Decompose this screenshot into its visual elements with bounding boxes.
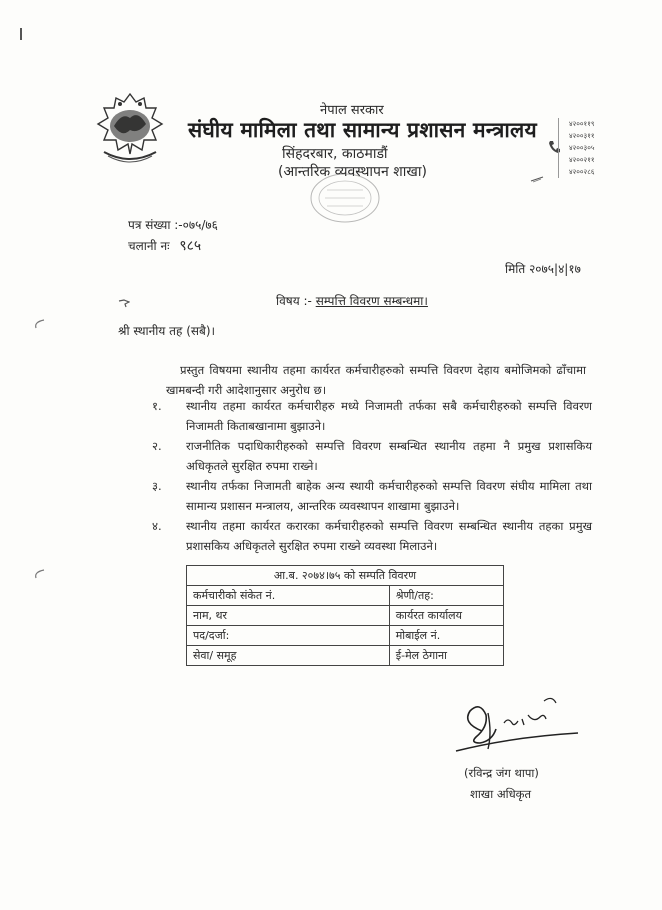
phone-number: ४२००३११	[569, 132, 595, 140]
intro-paragraph	[166, 360, 586, 400]
list-item-number: २.	[152, 439, 162, 453]
table-cell: ई-मेल ठेगाना	[389, 646, 503, 666]
branch-name: (आन्तरिक व्यवस्थापन शाखा)	[278, 164, 427, 180]
subject-label: विषय :-	[276, 294, 312, 308]
letter-number	[128, 216, 218, 233]
ministry-stamp	[305, 168, 385, 228]
signer-name: (रविन्द्र जंग थापा)	[464, 766, 539, 780]
government-name: नेपाल सरकार	[320, 103, 384, 118]
property-details-table	[186, 565, 504, 666]
list-item	[152, 516, 592, 556]
table-cell: मोबाईल नं.	[389, 626, 503, 646]
nepal-emblem-icon	[90, 90, 170, 166]
letter-number-value: ०७५/७६	[182, 218, 218, 232]
table-cell: कर्मचारीको संकेत नं.	[187, 586, 390, 606]
list-item-text: स्थानीय तहमा कार्यरत कर्मचारीहरु मध्ये निजामती तर्फका सबै कर्मचारीहरुको सम्पत्ति विवरण निजामती किताबखानामा बुझाउने।	[186, 399, 592, 433]
signer-title: शाखा अधिकृत	[470, 787, 532, 801]
table-row	[187, 586, 504, 606]
list-item	[152, 436, 592, 476]
list-item-number: १.	[152, 399, 162, 413]
punch-hole-mark	[32, 568, 46, 580]
date-label: मिति	[505, 262, 526, 276]
phone-numbers	[558, 118, 594, 178]
letter-number-label: पत्र संख्या :-	[128, 218, 183, 232]
subject-line	[276, 292, 428, 309]
subject-text: सम्पत्ति विवरण सम्बन्धमा।	[315, 294, 428, 308]
table-row	[187, 646, 504, 666]
phone-number: ४२००११९	[569, 120, 595, 128]
table-cell: श्रेणी/तह:	[389, 586, 503, 606]
date-value: २०७५|४|१७	[529, 262, 581, 276]
handwritten-signature	[452, 693, 582, 755]
table-row	[187, 626, 504, 646]
list-item-text: स्थानीय तहमा कार्यरत करारका कर्मचारीहरुको सम्पत्ति विवरण सम्बन्धित स्थानीय तहका प्रमुख प्रशासकिय अधिकृतले सुरक्षित रुपमा राख्ने व्यवस्था मिलाउने।	[186, 519, 592, 553]
list-item	[152, 396, 592, 436]
ministry-address: सिंहदरबार, काठमाडौं	[282, 146, 388, 162]
table-title: आ.ब. २०७४।७५ को सम्पति विवरण	[187, 566, 504, 586]
table-cell: सेवा/ समूह	[187, 646, 390, 666]
ink-smudge	[118, 298, 130, 308]
phone-number: ४२००३०५	[569, 144, 595, 152]
list-item	[152, 476, 592, 516]
table-cell: नाम, थर	[187, 606, 390, 626]
letter-date	[505, 260, 581, 277]
phone-number: ४२००२८६	[569, 168, 595, 176]
table-row	[187, 606, 504, 626]
punch-hole-mark	[32, 318, 46, 330]
list-item-number: ४.	[152, 519, 162, 533]
dispatch-number	[128, 236, 201, 255]
scan-edge-mark	[20, 28, 22, 40]
intro-text: प्रस्तुत विषयमा स्थानीय तहमा कार्यरत कर्मचारीहरुको सम्पत्ति विवरण देहाय बमोजिमको ढाँचामा खामबन्दी गरी आदेशानुसार अनुरोध छ।	[166, 363, 586, 397]
addressee: श्री स्थानीय तह (सबै)।	[118, 324, 216, 338]
ministry-name: संघीय मामिला तथा सामान्य प्रशासन मन्त्रालय	[188, 118, 537, 142]
table-title-row	[187, 566, 504, 586]
phone-number: ४२००२११	[569, 156, 595, 164]
fax-icon	[530, 175, 544, 183]
dispatch-number-value: ९८५	[179, 238, 202, 254]
list-item-text: राजनीतिक पदाधिकारीहरुको सम्पत्ति विवरण सम्बन्धित स्थानीय तहमा नै प्रमुख प्रशासकिय अधिकृतले सुरक्षित रुपमा राख्ने।	[186, 439, 592, 473]
list-item-number: ३.	[152, 479, 162, 493]
list-item-text: स्थानीय तर्फका निजामती बाहेक अन्य स्थायी कर्मचारीहरुको सम्पत्ति विवरण संघीय मामिला तथा सामान्य प्रशासन मन्त्रालय, आन्तरिक व्यवस्थापन शाखामा बुझाउने।	[186, 479, 592, 513]
dispatch-number-label: चलानी नः	[128, 239, 170, 253]
table-cell: कार्यरत कार्यालय	[389, 606, 503, 626]
table-cell: पद/दर्जा:	[187, 626, 390, 646]
